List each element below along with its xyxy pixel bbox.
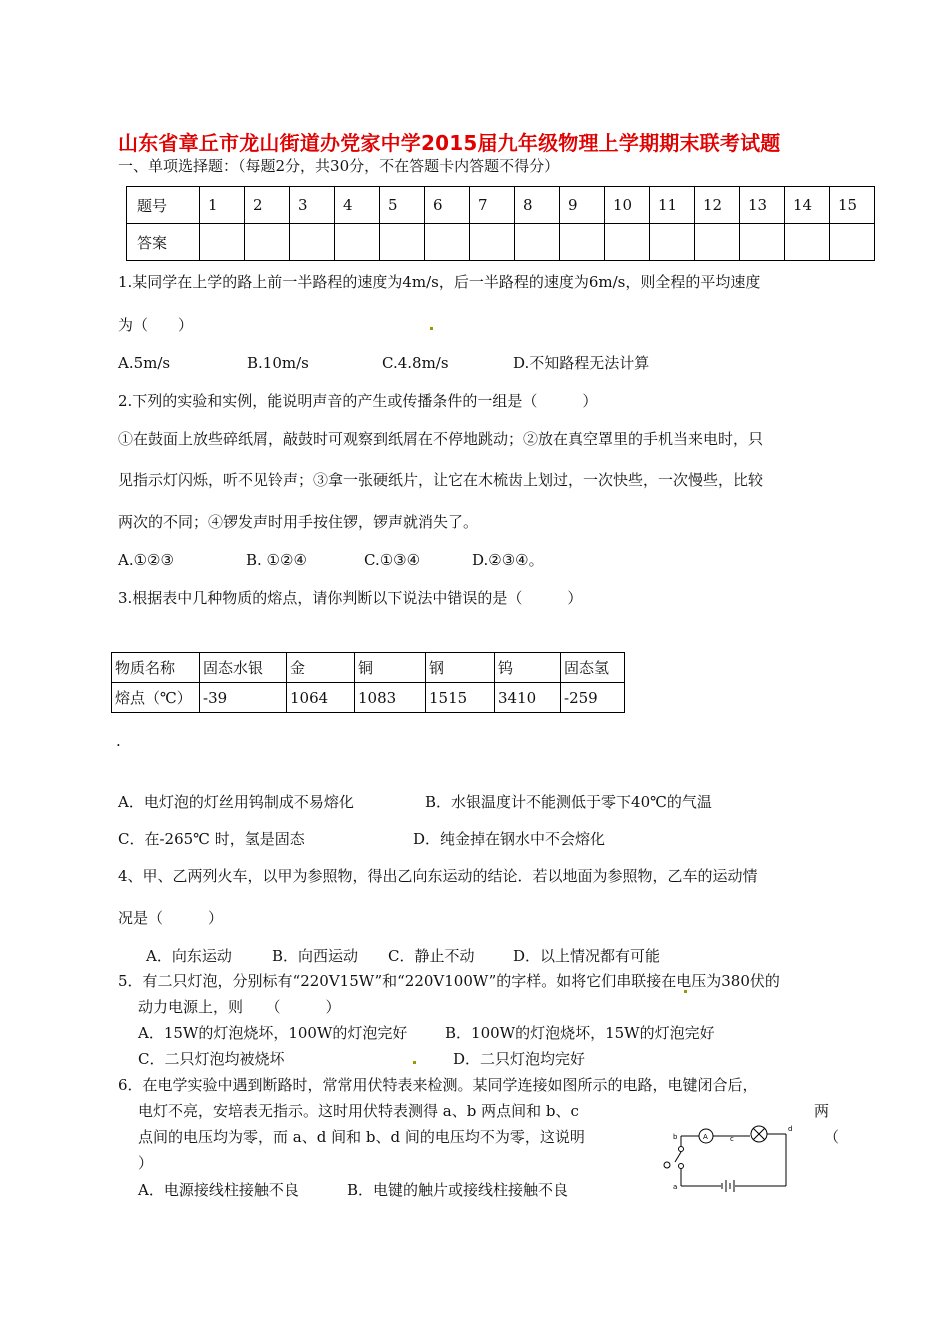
q5-stem-2: 动力电源上，则 （ ） <box>138 998 341 1016</box>
q3-option-c: C．在-265℃ 时，氢是固态 <box>118 830 305 848</box>
table-cell: 8 <box>515 187 560 224</box>
answer-cell[interactable] <box>830 224 875 261</box>
scan-dot <box>413 1061 416 1064</box>
q6-stem-4: ） <box>138 1154 154 1172</box>
table-cell: -39 <box>200 683 287 713</box>
q1-option-c: C.4.8m/s <box>382 354 449 372</box>
table-cell: 7 <box>470 187 515 224</box>
terminal-circle <box>664 1162 670 1168</box>
melting-point-table <box>111 652 625 713</box>
table-row <box>112 653 625 683</box>
table-cell: 金 <box>287 653 355 683</box>
q2-text-3: 两次的不同；④锣发声时用手按住锣，锣声就消失了。 <box>118 513 479 531</box>
q2-option-a: A.①②③ <box>118 551 174 569</box>
circuit-label-a: a <box>673 1183 678 1191</box>
q3-option-d: D．纯金掉在钢水中不会熔化 <box>413 830 606 848</box>
q5-option-a: A．15W的灯泡烧坏，100W的灯泡完好 <box>138 1024 408 1042</box>
table-cell: 5 <box>380 187 425 224</box>
table-cell: 10 <box>605 187 650 224</box>
q6-stem-2: 电灯不亮，安培表无指示。这时用伏特表测得 a、b 两点间和 b、c <box>138 1102 579 1120</box>
table-cell: 6 <box>425 187 470 224</box>
answer-cell[interactable] <box>785 224 830 261</box>
q6-stem-2-end: 两 <box>814 1102 830 1120</box>
answer-cell[interactable] <box>245 224 290 261</box>
switch-contact <box>679 1147 684 1152</box>
answer-cell[interactable] <box>290 224 335 261</box>
circuit-label-ammeter: A <box>703 1133 708 1141</box>
table-cell: 1083 <box>355 683 426 713</box>
table-cell: 3410 <box>495 683 561 713</box>
table-cell: 固态氢 <box>561 653 625 683</box>
answer-cell[interactable] <box>380 224 425 261</box>
table-cell: 13 <box>740 187 785 224</box>
table-cell: 题号 <box>127 187 200 224</box>
table-cell: 9 <box>560 187 605 224</box>
table-cell: 4 <box>335 187 380 224</box>
table-cell: 14 <box>785 187 830 224</box>
circuit-diagram <box>655 1118 797 1198</box>
table-row <box>127 187 875 224</box>
q5-option-c: C．二只灯泡均被烧坏 <box>138 1050 285 1068</box>
table-cell: -259 <box>561 683 625 713</box>
q6-stem-3: 点间的电压均为零，而 a、d 间和 b、d 间的电压均不为零，这说明 <box>138 1128 585 1146</box>
q1-option-b: B.10m/s <box>247 354 309 372</box>
page-title: 山东省章丘市龙山街道办党家中学2015届九年级物理上学期期末联考试题 <box>118 131 781 155</box>
scan-dot <box>430 327 433 330</box>
q6-stem-3-end: （ <box>824 1128 840 1146</box>
table-cell: 钢 <box>426 653 495 683</box>
q5-option-b: B．100W的灯泡烧坏，15W的灯泡完好 <box>445 1024 715 1042</box>
table-cell: 11 <box>650 187 695 224</box>
q1-stem: 1.某同学在上学的路上前一半路程的速度为4m/s，后一半路程的速度为6m/s，则全程的平均速度 <box>118 273 761 291</box>
q4-stem-2: 况是（ ） <box>118 909 224 927</box>
q2-stem: 2.下列的实验和实例，能说明声音的产生或传播条件的一组是（ ） <box>118 392 598 410</box>
q5-stem: 5．有二只灯泡，分别标有“220V15W”和“220V100W”的字样。如将它们串联接在电压为380伏的 <box>118 972 780 990</box>
table-cell: 铜 <box>355 653 426 683</box>
table-cell: 1 <box>200 187 245 224</box>
answer-cell[interactable] <box>200 224 245 261</box>
table-cell: 3 <box>290 187 335 224</box>
q6-option-a: A．电源接线柱接触不良 <box>138 1181 299 1199</box>
answer-cell[interactable] <box>740 224 785 261</box>
q4-option-b: B．向西运动 <box>272 947 359 965</box>
answer-cell[interactable] <box>515 224 560 261</box>
section-heading: 一、单项选择题：（每题2分，共30分，不在答题卡内答题不得分） <box>118 157 560 175</box>
q2-option-d: D.②③④。 <box>472 551 544 569</box>
q1-stem-2: 为（ ） <box>118 316 194 334</box>
table-cell: 固态水银 <box>200 653 287 683</box>
answer-cell[interactable] <box>425 224 470 261</box>
answer-cell[interactable] <box>605 224 650 261</box>
stray-dot: . <box>116 732 121 750</box>
table-cell: 12 <box>695 187 740 224</box>
q4-option-c: C．静止不动 <box>388 947 475 965</box>
q4-option-a: A．向东运动 <box>146 947 232 965</box>
table-row <box>127 224 875 261</box>
q5-option-d: D．二只灯泡均完好 <box>453 1050 586 1068</box>
q2-text-2: 见指示灯闪烁，听不见铃声；③拿一张硬纸片，让它在木梳齿上划过，一次快些，一次慢些，比较 <box>118 471 764 489</box>
q2-text-1: ①在鼓面上放些碎纸屑，敲鼓时可观察到纸屑在不停地跳动；②放在真空罩里的手机当来电时，只 <box>118 430 764 448</box>
q6-stem: 6．在电学实验中遇到断路时，常常用伏特表来检测。某同学连接如图所示的电路，电键闭合后， <box>118 1076 758 1094</box>
table-cell: 15 <box>830 187 875 224</box>
circuit-label-b: b <box>673 1133 678 1141</box>
answer-cell[interactable] <box>470 224 515 261</box>
answer-cell[interactable] <box>650 224 695 261</box>
table-cell: 答案 <box>127 224 200 261</box>
q3-stem: 3.根据表中几种物质的熔点，请你判断以下说法中错误的是（ ） <box>118 589 583 607</box>
q2-option-c: C.①③④ <box>364 551 421 569</box>
answer-cell[interactable] <box>560 224 605 261</box>
table-cell: 2 <box>245 187 290 224</box>
q2-option-b: B. ①②④ <box>246 551 307 569</box>
q6-option-b: B．电键的触片或接线柱接触不良 <box>347 1181 569 1199</box>
table-cell: 1515 <box>426 683 495 713</box>
table-cell: 钨 <box>495 653 561 683</box>
table-cell: 熔点（℃） <box>112 683 200 713</box>
table-cell: 1064 <box>287 683 355 713</box>
answer-cell[interactable] <box>695 224 740 261</box>
q3-option-a: A．电灯泡的灯丝用钨制成不易熔化 <box>118 793 354 811</box>
switch-blade <box>675 1152 681 1162</box>
q4-stem: 4、甲、乙两列火车，以甲为参照物，得出乙向东运动的结论．若以地面为参照物，乙车的运动情 <box>118 867 758 885</box>
table-row <box>112 683 625 713</box>
circuit-label-d: d <box>788 1125 793 1133</box>
switch-contact <box>679 1164 684 1169</box>
q4-option-d: D．以上情况都有可能 <box>513 947 661 965</box>
circuit-label-c: c <box>730 1135 734 1143</box>
answer-cell[interactable] <box>335 224 380 261</box>
scan-dot <box>684 990 687 993</box>
q1-option-d: D.不知路程无法计算 <box>513 354 650 372</box>
table-cell: 物质名称 <box>112 653 200 683</box>
q3-option-b: B．水银温度计不能测低于零下40℃的气温 <box>425 793 712 811</box>
answer-table <box>126 186 875 261</box>
q1-option-a: A.5m/s <box>118 354 171 372</box>
